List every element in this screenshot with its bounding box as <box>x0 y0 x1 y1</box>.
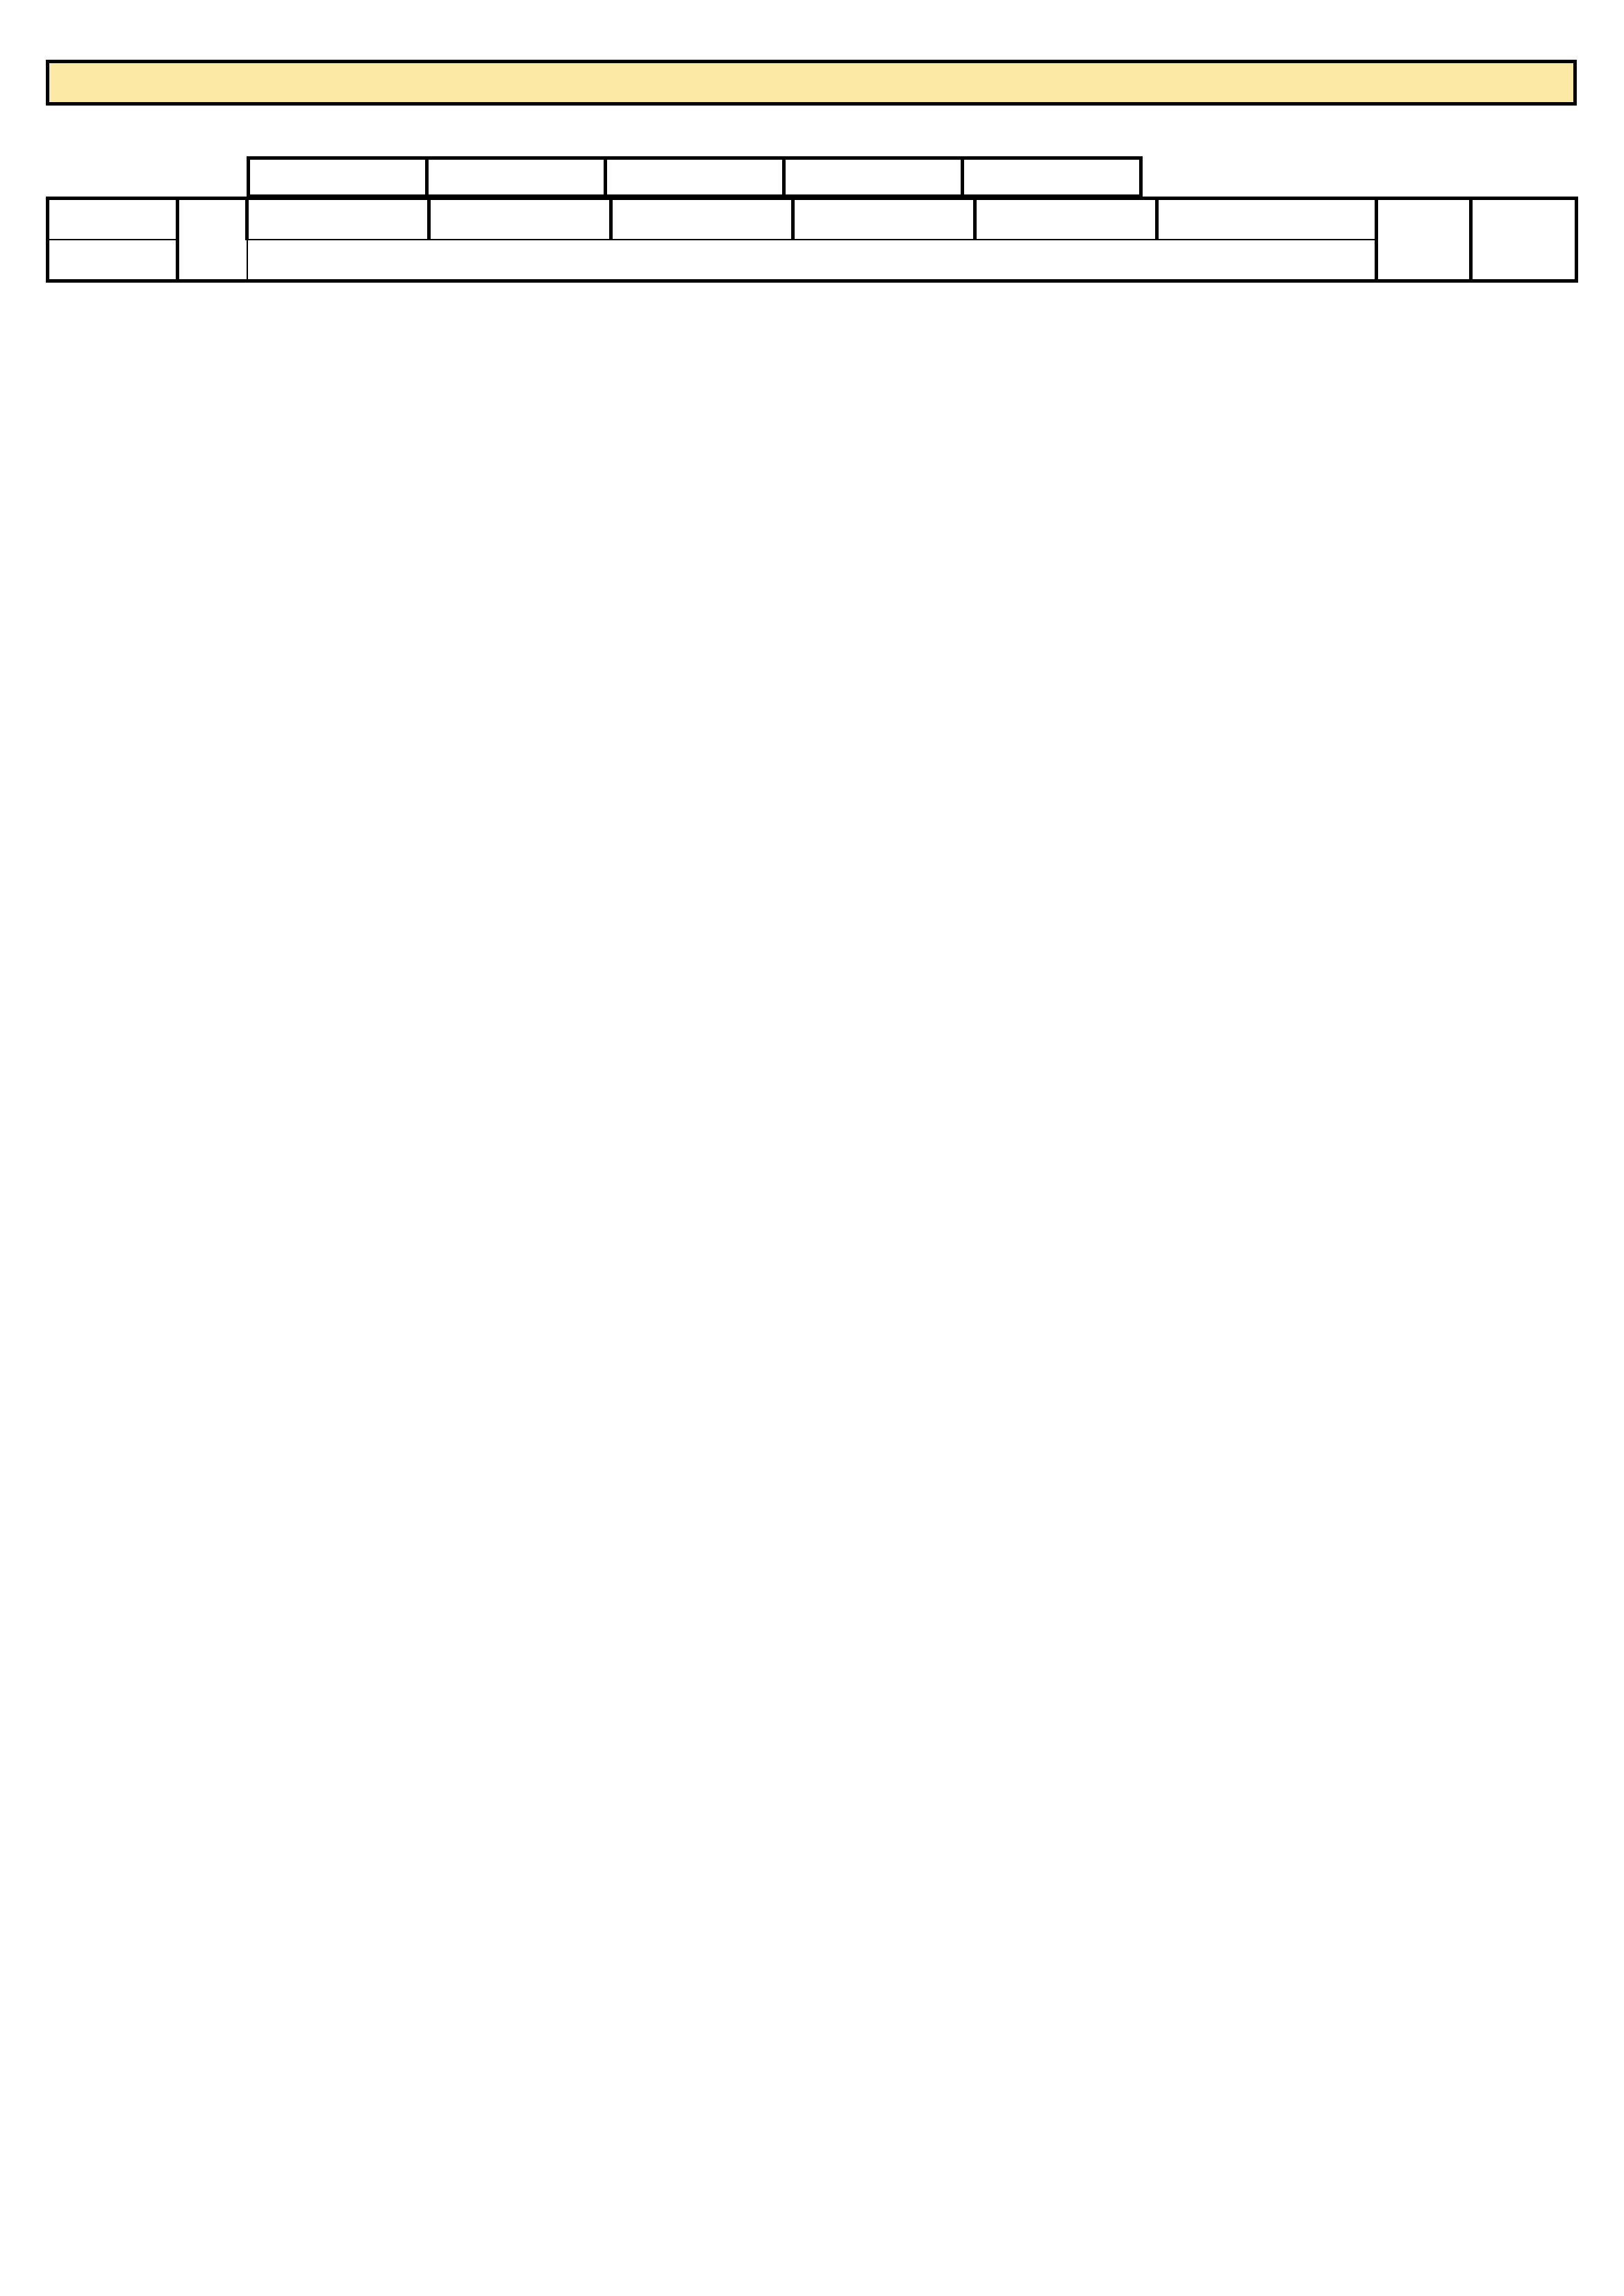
header-row-sub-bottom <box>48 240 1577 281</box>
weekday-header <box>48 199 178 240</box>
date-cell <box>604 156 786 198</box>
date-cell <box>425 156 607 198</box>
day-header-wed <box>611 199 793 240</box>
avg-header <box>1157 199 1377 240</box>
day-header-thu <box>793 199 975 240</box>
deduct-header <box>178 199 247 281</box>
class-header <box>48 240 178 281</box>
date-cell <box>247 156 429 198</box>
header-row-weekday <box>48 199 1577 240</box>
day-header-mon <box>247 199 429 240</box>
total-header <box>1377 199 1471 281</box>
day-header-tue <box>429 199 611 240</box>
day-header-fri <box>975 199 1157 240</box>
page-title <box>46 60 1577 106</box>
date-header-row <box>247 156 1139 198</box>
date-cell <box>782 156 964 198</box>
grade-header <box>1471 199 1577 281</box>
score-table <box>46 197 1578 283</box>
date-cell <box>961 156 1143 198</box>
